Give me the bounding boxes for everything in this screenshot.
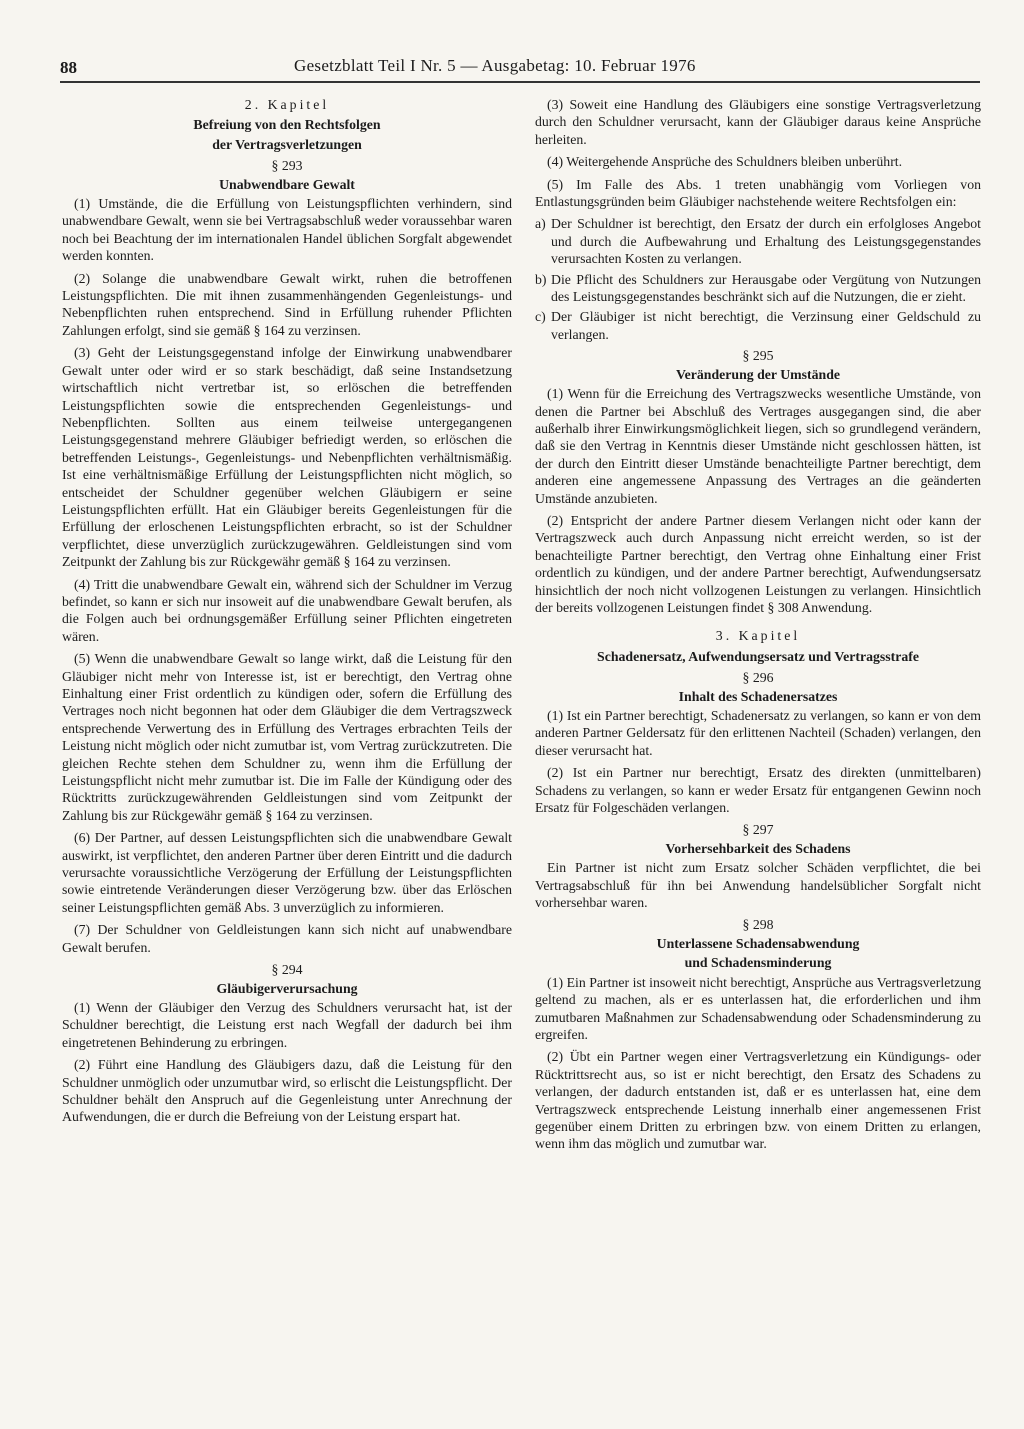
right-column	[535, 96, 981, 1158]
paragraph: (4) Tritt die unabwendbare Gewalt ein, während sich der Schuldner im Verzug befindet, so kann er sich nur insoweit auf die unabwendbare Gewalt berufen, als die Folgen auch bei ordnungsgemäßer Erfüllung seiner Pflichten eingetreten wären.	[62, 576, 512, 644]
paragraph: (1) Wenn der Gläubiger den Verzug des Schuldners verursacht hat, ist der Schuldner berechtigt, die Leistung erst nach Wegfall der dadurch bei ihm eingetretenen Behinderung zu erbringen.	[62, 999, 512, 1050]
section-number: § 295	[742, 348, 774, 364]
header-rule	[60, 81, 980, 83]
section-title: Gläubigerverursachung	[216, 980, 358, 996]
section-number: § 297	[742, 822, 774, 838]
paragraph: (1) Wenn für die Erreichung des Vertragszwecks wesentliche Umstände, von denen die Partner bei Abschluß des Vertrages ausgegangen sind, die aber außerhalb ihrer Einwirkungsmöglichkeit liegen, sich so grundlegend verändern, daß sie den Vertrag in Kenntnis dieser Umstände nicht geschlossen hätten, ist der durch den Eintritt dieser Umstände benachteiligte Partner berechtigt, dem anderen eine angemessene Anpassung des Vertrages an die geänderten Umstände anzubieten.	[535, 386, 981, 506]
chapter-title-line-1: Befreiung von den Rechtsfolgen	[193, 117, 381, 133]
paragraph: (3) Geht der Leistungsgegenstand infolge der Einwirkung unabwendbarer Gewalt unter oder wird er so stark beschädigt, daß seine Instandsetzung wirtschaftlich nicht vertretbar ist, so erlöschen die betreffenden Leistungspflichten sowie die entsprechenden Gegenleistungs- und Nebenpflichten. Sollten aus einem teilweise untergegangenen Leistungsgegenstand mehrere Gläubiger befriedigt werden, so erlöschen die betreffenden Leistungs-, Gegenleistungs- und Nebenpflichten verhältnismäßig. Ist eine verhältnismäßige Erfüllung der Leistungspflichten nicht möglich, so entscheidet der Schuldner gegenüber welchen Gläubigern er seine Leistungspflichten erfüllt. Hat ein Gläubiger bereits Gegenleistungen für die Erfüllung der erloschenen Leistungspflichten erbracht, so ist der Schuldner verpflichtet, diese unverzüglich zurückzugewähren. Geldleistungen sind vom Zeitpunkt der Zahlung bis zur Rückgewähr gemäß § 164 zu verzinsen.	[62, 345, 512, 570]
paragraph: (5) Im Falle des Abs. 1 treten unabhängig vom Vorliegen von Entlastungsgründen beim Gläubiger nachstehende weitere Rechtsfolgen ein:	[535, 176, 981, 210]
section-title: Unabwendbare Gewalt	[219, 176, 355, 192]
paragraph: (2) Solange die unabwendbare Gewalt wirkt, ruhen die betroffenen Leistungspflichten. Die mit ihnen zusammenhängenden Gegenleistungs- und Nebenpflichten ruhen entsprechend. Sind in Erfüllung ruhender Pflichten Zahlungen erfolgt, sind sie gemäß § 164 zu verzinsen.	[62, 270, 512, 338]
paragraph: (3) Soweit eine Handlung des Gläubigers eine sonstige Vertragsverletzung durch den Schuldner verursacht, kann der Gläubiger daraus keine Ansprüche herleiten.	[535, 97, 981, 147]
chapter-title-line-2: der Vertragsverletzungen	[212, 136, 362, 152]
section-number: § 298	[742, 917, 774, 933]
paragraph: (7) Der Schuldner von Geldleistungen kann sich nicht auf unabwendbare Gewalt berufen.	[62, 922, 512, 955]
running-title: Gesetzblatt Teil I Nr. 5 — Ausgabetag: 10. Februar 1976	[294, 56, 696, 75]
chapter-heading: 3. Kapitel	[715, 628, 801, 644]
paragraph: (1) Ein Partner ist insoweit nicht berechtigt, Ansprüche aus Vertragsverletzung geltend zu machen, als er es unterlassen hat, die erforderlichen und ihm zumutbaren Maßnahmen zur Schadensabwendung oder Schadensminderung zu ergreifen.	[535, 974, 981, 1042]
paragraph: (2) Ist ein Partner nur berechtigt, Ersatz des direkten (unmittelbaren) Schadens zu verlangen, so kann er weder Ersatz für entgangenen Gewinn noch Ersatz für Folgeschäden verlangen.	[535, 765, 981, 816]
paragraph: (1) Umstände, die die Erfüllung von Leistungspflichten verhindern, sind unabwendbare Gewalt, wenn sie bei Vertragsabschluß weder voraussehbar waren noch bei Beachtung der im internationalen Handel üblichen Sorgfalt abgewendet werden konnten.	[62, 196, 512, 264]
paragraph: (6) Der Partner, auf dessen Leistungspflichten sich die unabwendbare Gewalt auswirkt, ist verpflichtet, den anderen Partner über deren Eintritt und die dadurch verursachte voraussichtliche Verzögerung der Erfüllung der Leistungspflichten sowie eintretende Veränderungen dieser Verzögerung bzw. über das Erlöschen seiner Leistungspflichten gemäß Abs. 3 unverzüglich zu informieren.	[62, 830, 512, 915]
list-marker: c)	[535, 309, 546, 325]
section-title-line-2: und Schadensminderung	[684, 955, 832, 971]
paragraph: Ein Partner ist nicht zum Ersatz solcher Schäden verpflichtet, die bei Vertragsabschluß für ihn bei Anwendung handelsüblicher Sorgfalt nicht vorhersehbar waren.	[535, 860, 981, 911]
list-item	[535, 271, 981, 306]
page-number: 88	[60, 58, 77, 77]
section-title: Veränderung der Umstände	[675, 366, 841, 382]
list-marker: a)	[535, 216, 546, 232]
page-header	[60, 56, 980, 80]
paragraph: (5) Wenn die unabwendbare Gewalt so lange wirkt, daß die Leistung für den Gläubiger nicht mehr von Interesse ist, ist er berechtigt, den Vertrag ohne Einhaltung einer Frist ordentlich zu kündigen oder, sofern die Erfüllung des Vertrages noch nicht begonnen hat oder dem Gläubiger die dem Vertragszweck entsprechende Verwertung des in Erfüllung des Vertrages erbrachten Teils der Leistung nicht möglich oder nicht zumutbar ist, vom Vertrag zurückzutreten. Die gleichen Rechte stehen dem Schuldner zu, wenn ihm die Erfüllung der Leistungspflicht nicht mehr zumutbar ist. Die im Falle der Kündigung oder des Rücktritts zurückzugewährenden Geldleistungen sind vom Zeitpunkt der Zahlung bis zur Rückgewähr gemäß § 164 zu verzinsen.	[62, 651, 512, 823]
list-marker: b)	[535, 271, 547, 287]
list-item	[535, 308, 981, 343]
section-number: § 294	[271, 962, 303, 978]
chapter-title: Schadenersatz, Aufwendungsersatz und Vertragsstrafe	[597, 648, 919, 664]
chapter-heading: 2. Kapitel	[244, 97, 330, 112]
list-item	[535, 215, 981, 267]
section-number: § 293	[271, 158, 303, 174]
section-title: Inhalt des Schadenersatzes	[678, 688, 838, 704]
section-number: § 296	[742, 670, 774, 686]
list-text: Der Schuldner ist berechtigt, den Ersatz der durch ein erfolgloses Angebot und durch die Aufbewahrung und Erhaltung des Leistungsgegenstandes verursachten Kosten zu verlangen.	[551, 216, 981, 267]
paragraph: (2) Führt eine Handlung des Gläubigers dazu, daß die Leistung für den Schuldner unmöglich oder unzumutbar wird, so erlischt die Leistungspflicht. Der Schuldner behält den Anspruch auf die Gegenleistung unter Anrechnung der Aufwendungen, die er durch die Befreiung von der Leistung erspart hat.	[62, 1057, 512, 1125]
paragraph: (1) Ist ein Partner berechtigt, Schadenersatz zu verlangen, so kann er von dem anderen Partner Geldersatz für den erlittenen Nachteil (Schaden) verlangen, den dieser verursacht hat.	[535, 708, 981, 758]
left-column	[62, 96, 512, 1131]
paragraph: (2) Entspricht der andere Partner diesem Verlangen nicht oder kann der Vertragszweck auch durch Anpassung nicht erreicht werden, so ist der benachteiligte Partner berechtigt, den Vertrag ohne Einhaltung einer Frist ordentlich zu kündigen, und der andere Partner berechtigt, Aufwendungsersatz hinsichtlich der noch nicht vollzogenen Leistungen zu verlangen. Hinsichtlich der bereits vollzogenen Leistungen findet § 308 Anwendung.	[535, 512, 981, 615]
list-text: Der Gläubiger ist nicht berechtigt, die Verzinsung einer Geldschuld zu verlangen.	[551, 309, 981, 342]
section-title: Vorhersehbarkeit des Schadens	[665, 840, 851, 856]
paragraph: (4) Weitergehende Ansprüche des Schuldners bleiben unberührt.	[547, 154, 903, 170]
section-title-line-1: Unterlassene Schadensabwendung	[656, 935, 860, 951]
paragraph: (2) Übt ein Partner wegen einer Vertragsverletzung ein Kündigungs- oder Rücktrittsrecht aus, so ist er nicht berechtigt, den Ersatz des Schadens zu verlangen, der dadurch entstanden ist, daß er es unterlassen hat, eine dem Vertragszweck entsprechende Leistung innerhalb einer angemessenen Frist gegenüber einem Dritten zu erbringen bzw. von einem Dritten zu erlangen, wenn ihm das möglich und zumutbar war.	[535, 1049, 981, 1152]
list-text: Die Pflicht des Schuldners zur Herausgabe oder Vergütung von Nutzungen des Leistungsgegenstandes beschränkt sich auf die Nutzungen, die er zieht.	[551, 271, 981, 305]
